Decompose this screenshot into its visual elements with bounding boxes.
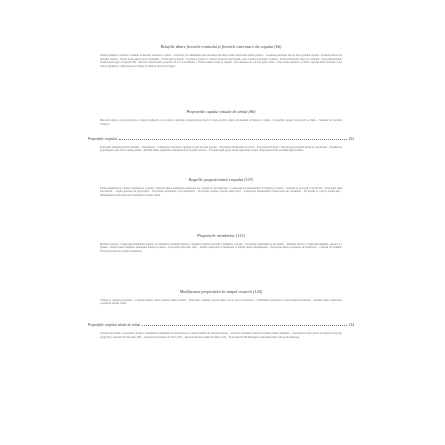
- section-title: Relațiile dintre fierurile craniului și fierurile exterioare ale capului (66): [160, 44, 282, 49]
- toc-page-number: 102: [348, 136, 354, 141]
- subsection-body: Vârstele și variația proporțiilor – Creșterea fătului, curba creșterii, ritmul creșterii – Proporțiile copilului, raportul dintre cap și corp la nou-născut – Schimbările proporțiilor la adolescență și maturitate – Relațiile dintre segmentele corpului la diferite vârste.: [100, 298, 342, 306]
- section-title: Proporțiile capului vizuale de artiști (86): [186, 109, 256, 114]
- subsection-canons: [90, 332, 352, 354]
- toc-leader-dots: [119, 136, 347, 140]
- section-head-proportions: [90, 109, 352, 130]
- subsection-body: Unitatea de măsură a proporțiilor artistice; variabilitatea sistemului de proporționare și relația stabilită de canoanele artelor – Valoarea canoanelor artistice în lumina datelor științifice – Proporțiile la mari pictori și sculptori: Polyclet, Lysip (Nb), Canonul lui Vitruvius (100) – Canonul lui Leonardo da Vinci (107) – Alternativele Proporțiile lui Dürer (110) – Proporțiile lui Michelangelo și ale manieriștilor (Proporționalitatea).: [100, 332, 342, 339]
- subsection-body: Proporțiile artistului privind anatomia – Osteometria – Compararea canoanelor egiptene cu cele ale artei grecești – Proporțiile arhetipurilor de canon – Proporția lui Policlet – Metoda antropologică bazată pe osteometrie – Sistemul de proporționare prin forma osului pelvian – Relațiile dintre segmentele scheletului și proporțiile acestora – Variațiile după gen și vârstă; importanța acestor relații pentru artist și studiul figurii umane.: [100, 145, 342, 153]
- subsection-title: Regulile proporționării corpului (107): [188, 176, 254, 182]
- subsection-general: [90, 146, 352, 171]
- section-skull-relations: [90, 44, 352, 96]
- section-body: Metodele artistice de proporționare a capului legiferată cu tip caritie si pricinile proporționale și tipuri cu cheie practica, ținuta ale modului de măsura a capului – Proporțiile capului la Leonardo și Dürer – Sistemul lui Gottfried Schadow.: [100, 119, 342, 126]
- subsection-title: Modificarea proporțiilor în timpul creșterii (120): [179, 288, 263, 294]
- subsection-body: Tabele lungimilor și a tuturor segmentelor corpului – Raportul dintre segmentele superioare ale corpului și cele inferioare – Comparații ale dimensiunilor la bărbați și la femei – Sistemul de proporții al lui Fritsch – Proporțiile după Paul Richer – Legile generale ale proporțiilor – Proporțiile trunchiului și ale membrelor – Proporțiile capului, raportul dintre părți – Comparația dimensiunilor transversale ale trunchiului – Proporțiile la copii și adolescenți – Dimensiunile transversale ale trunchiului la diferite vârste.: [100, 186, 342, 197]
- subsection-title: Proporțiile membrelor (113): [197, 232, 245, 238]
- toc-entry-body-proportions[interactable]: [88, 136, 354, 141]
- toc-leader-dots: [142, 323, 346, 327]
- toc-page-number: 124: [348, 323, 354, 327]
- document-page: [90, 44, 352, 360]
- subsection-limbs: [90, 233, 352, 283]
- toc-entry-artist-proportions[interactable]: [88, 323, 354, 328]
- subsection-body: Membrul superior. Comparația membrului superior cu trunchiul și membrul inferior. Lungimea brațului raportată la înălțimea corpului – Proporțiile antebrațului și ale mâinii – Membrul inferior. Comparația lungimii coapsei cu a gambei – Relația dintre lungimea membrului inferior și statura – Proporțiile piciorului, talpa – Tabelul comparativ al membrelor la diferite tipuri constituționale – Proporțiile antice și moderne ale membrelor – Canonul lui Schmidt-Fritsch în studiul proporțiilor membrelor.: [100, 242, 342, 253]
- section-body: Studiul științific al relațiilor craniului cu fierurile exterioare; cerbele – Leonarrie Lui Ghennadies: Reconstruirea fem după craniu: importanța pentru plastica – Grosimea țesuturilor moi pe fața și gâtului capului – Formele relative ale fierurilor externe – Nasul: forma după oase și cartilagine – Forma gurii și buzele – Urechea și poziția ei – Puncte directoare ale fierului, ceea ce forma principală a capului – Forma structurală a feței și a craniului – Proporțiile fierului: Studiul morfologic al capului (68) – Metoda cranioscopică, proporția de 2:1 cu asemănare – Forma nasului ascuțit al capului – Reconstruirea în cele mai grele cazuri – Fața osului zigomatic și orbita: raportul dintre structuri: la fel cum se sprijină pe ochiul suprem al stânga: profilul de structuri cu figuri.: [100, 54, 342, 68]
- subsection-growth: [90, 289, 352, 317]
- toc-label: Proporțiile corpului: [88, 136, 117, 141]
- toc-label: Proporțiile corpului eliade de artiști: [88, 323, 141, 327]
- subsection-rules: [90, 177, 352, 227]
